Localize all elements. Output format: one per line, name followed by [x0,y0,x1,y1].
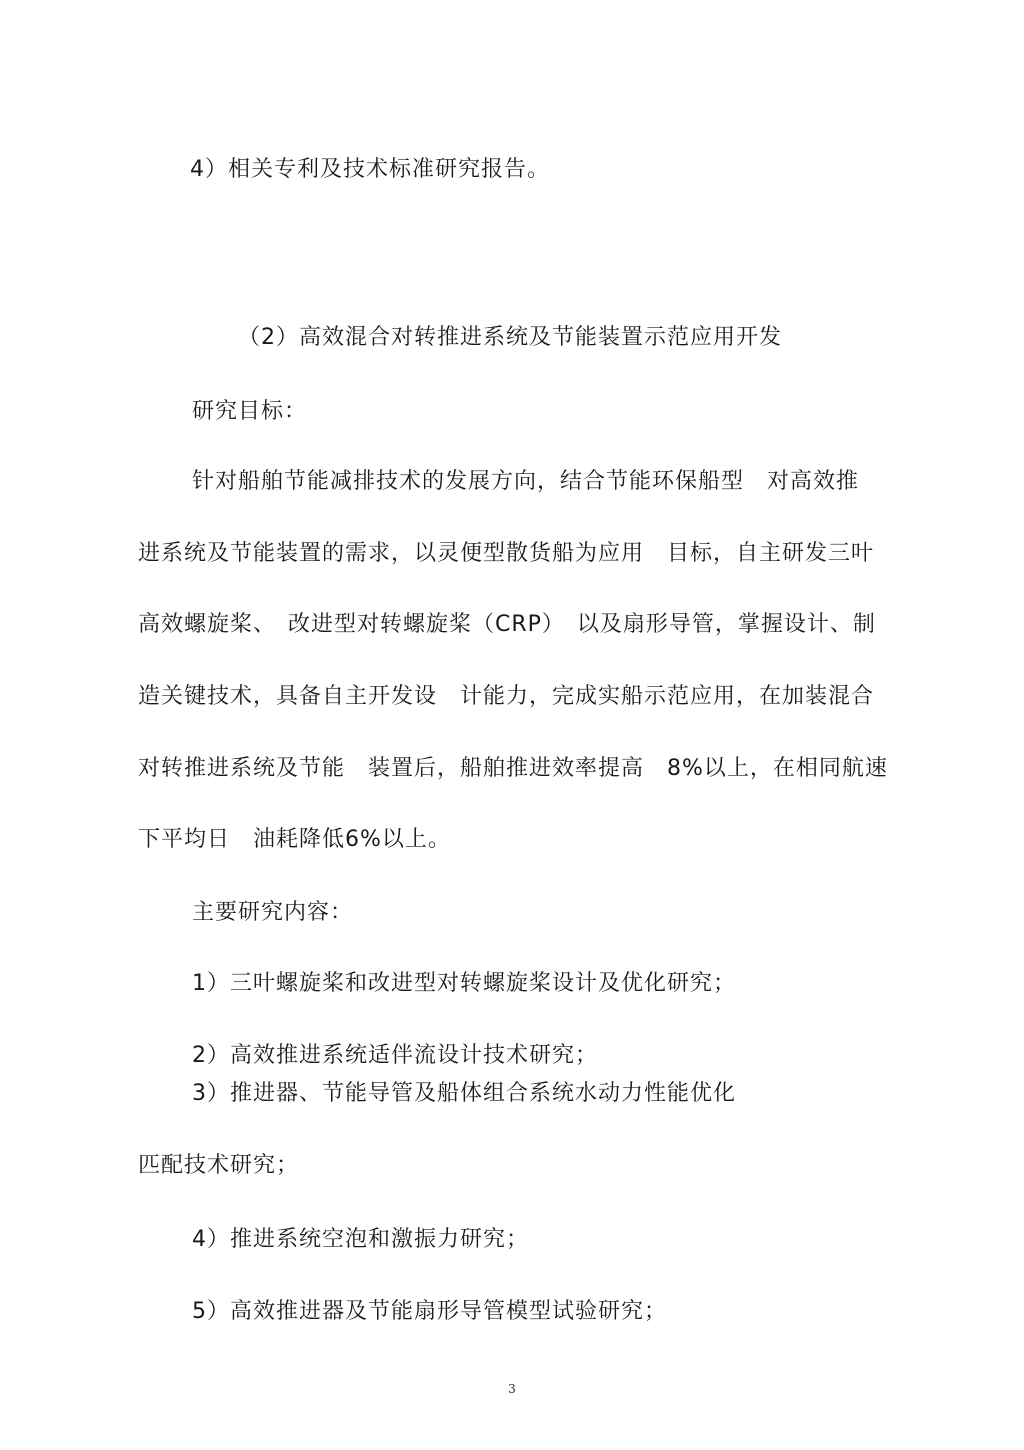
paragraph-line-3: 高效螺旋桨、 改进型对转螺旋桨（CRP） 以及扇形导管，掌握设计、制 [138,612,876,637]
research-goal-heading: 研究目标： [192,399,308,424]
paragraph-line-5: 对转推进系统及节能 装置后，船舶推进效率提高 8%以上，在相同航速 [138,756,888,781]
page-number: 3 [508,1382,516,1396]
list-item-2: 2）高效推进系统适伴流设计技术研究； [192,1043,598,1068]
paragraph-line-4: 造关键技术，具备自主开发设 计能力，完成实船示范应用，在加装混合 [138,684,875,709]
list-item-3-continuation: 匹配技术研究； [138,1153,300,1178]
main-research-content-heading: 主要研究内容： [192,900,354,925]
list-item-5: 5）高效推进器及节能扇形导管模型试验研究； [192,1299,667,1324]
list-item-1: 1）三叶螺旋桨和改进型对转螺旋桨设计及优化研究； [192,971,736,996]
paragraph-line-2: 进系统及节能装置的需求，以灵便型散货船为应用 目标，自主研发三叶 [138,541,875,566]
list-item-4: 4）推进系统空泡和激振力研究； [192,1227,529,1252]
list-item-4-patents-standards: 4）相关专利及技术标准研究报告。 [190,157,550,182]
paragraph-line-1: 针对船舶节能减排技术的发展方向，结合节能环保船型 对高效推 [192,469,860,494]
section-heading-2: （2）高效混合对转推进系统及节能装置示范应用开发 [238,325,782,350]
paragraph-line-6: 下平均日 油耗降低6%以上。 [138,827,451,852]
list-item-3: 3）推进器、节能导管及船体组合系统水动力性能优化 [192,1081,736,1106]
